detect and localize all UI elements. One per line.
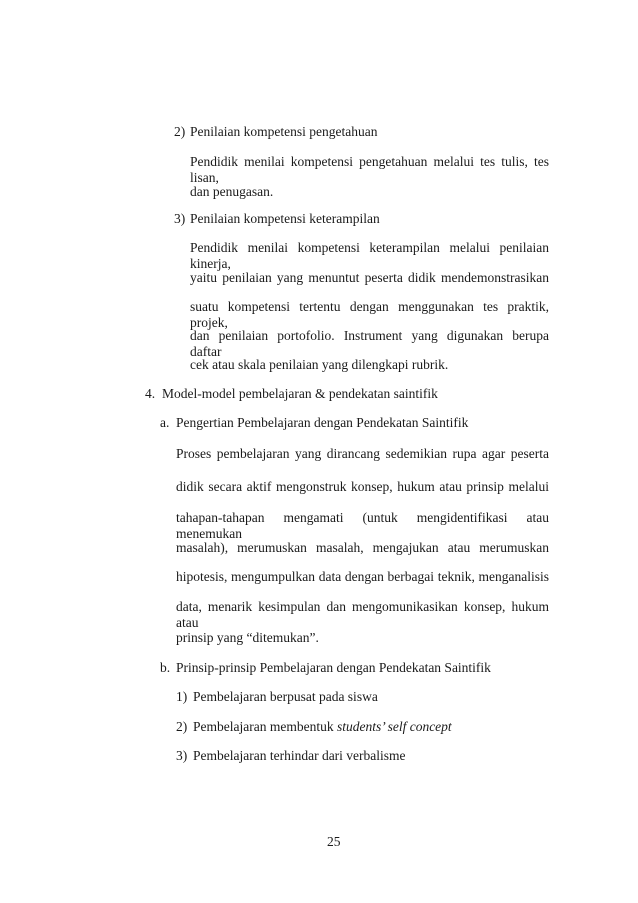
paragraph-line: Proses pembelajaran yang dirancang sedemikian rupa agar peserta [176, 446, 549, 461]
item-number: 3) [176, 748, 188, 763]
item-number: 2) [176, 719, 188, 734]
paragraph-line: dan penugasan. [190, 184, 274, 199]
item-number: 2) [174, 124, 186, 139]
page-number: 25 [327, 834, 341, 849]
paragraph-line: prinsip yang “ditemukan”. [176, 630, 319, 645]
paragraph-line: suatu kompetensi tertentu dengan menggunakan tes praktik, projek, [190, 299, 549, 330]
subsection-letter: a. [160, 415, 170, 430]
item-heading: Penilaian kompetensi pengetahuan [190, 124, 378, 139]
list-item-emphasis: students’ self concept [336, 719, 452, 734]
item-number: 1) [176, 689, 188, 704]
subsection-heading: Prinsip-prinsip Pembelajaran dengan Pendekatan Saintifik [176, 660, 491, 675]
paragraph-line: tahapan-tahapan mengamati (untuk mengidentifikasi atau menemukan [176, 510, 549, 541]
paragraph-line: didik secara aktif mengonstruk konsep, hukum atau prinsip melalui [176, 479, 549, 494]
subsection-heading: Pengertian Pembelajaran dengan Pendekatan Saintifik [176, 415, 469, 430]
list-item-text: Pembelajaran membentuk [193, 719, 337, 734]
item-number: 3) [174, 211, 186, 226]
paragraph-line: dan penilaian portofolio. Instrument yang digunakan berupa daftar [190, 328, 549, 359]
paragraph-line: masalah), merumuskan masalah, mengajukan atau merumuskan [176, 540, 549, 555]
paragraph-line: Pendidik menilai kompetensi pengetahuan melalui tes tulis, tes lisan, [190, 154, 549, 185]
paragraph-line: Pendidik menilai kompetensi keterampilan melalui penilaian kinerja, [190, 240, 549, 271]
section-heading: Model-model pembelajaran & pendekatan saintifik [162, 386, 438, 401]
paragraph-line: hipotesis, mengumpulkan data dengan berbagai teknik, menganalisis [176, 569, 549, 584]
subsection-letter: b. [160, 660, 171, 675]
list-item [193, 719, 452, 735]
paragraph-line: data, menarik kesimpulan dan mengomunikasikan konsep, hukum atau [176, 599, 549, 630]
list-item: Pembelajaran terhindar dari verbalisme [193, 748, 406, 763]
paragraph-line: yaitu penilaian yang menuntut peserta didik mendemonstrasikan [190, 270, 549, 285]
item-heading: Penilaian kompetensi keterampilan [190, 211, 380, 226]
paragraph-line: cek atau skala penilaian yang dilengkapi rubrik. [190, 357, 449, 372]
section-number: 4. [145, 386, 156, 401]
list-item: Pembelajaran berpusat pada siswa [193, 689, 378, 704]
